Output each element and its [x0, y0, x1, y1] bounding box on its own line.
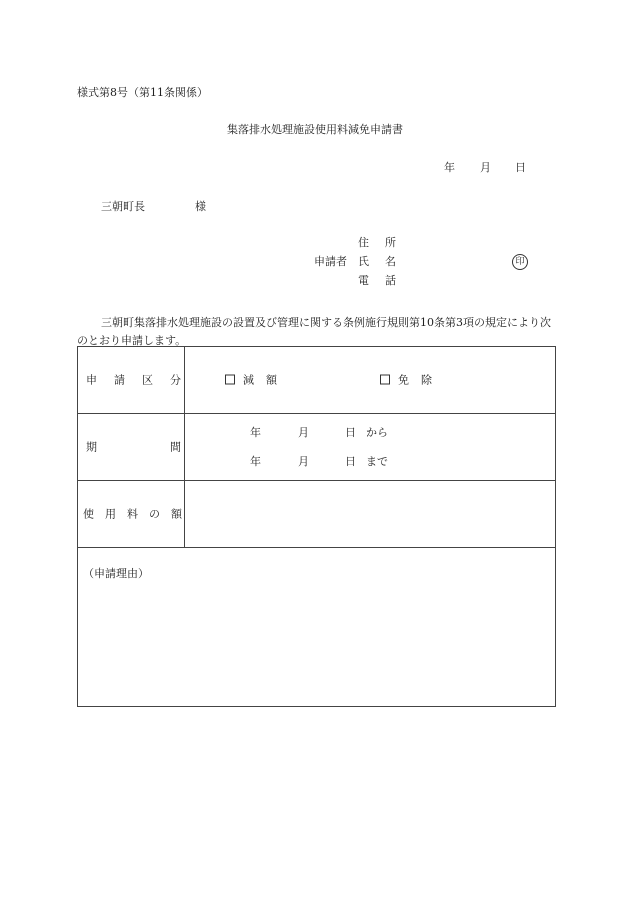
- fee-label-char: の: [149, 507, 160, 521]
- period-label-char: 間: [170, 440, 181, 454]
- reduction-option[interactable]: [225, 375, 277, 386]
- seal-icon: 印: [512, 254, 528, 270]
- period-values-cell[interactable]: [185, 414, 556, 481]
- date-month-label: 月: [480, 161, 491, 174]
- table-row-category: [78, 347, 556, 414]
- reason-label: （申請理由）: [83, 567, 149, 580]
- address-label-2: 所: [385, 236, 396, 249]
- from-year-label: 年: [250, 426, 261, 439]
- exemption-checkbox[interactable]: [380, 375, 390, 385]
- to-year-label: 年: [250, 455, 261, 468]
- from-day-label: 日: [345, 426, 356, 439]
- reduction-label-char: 減: [243, 373, 254, 387]
- fee-label-char: 用: [105, 507, 116, 521]
- fee-label-cell: [78, 481, 185, 548]
- application-table: [77, 346, 556, 707]
- name-label-2: 名: [385, 255, 396, 268]
- fee-label-char: 使: [83, 507, 94, 521]
- from-month-label: 月: [298, 426, 309, 439]
- exemption-option[interactable]: [380, 375, 432, 386]
- exemption-label-char: 除: [421, 373, 432, 387]
- reduction-label-char: 額: [266, 373, 277, 387]
- date-year-label: 年: [444, 161, 455, 174]
- reason-field[interactable]: [78, 548, 556, 707]
- fee-amount-field[interactable]: [185, 481, 556, 548]
- to-day-label: 日: [345, 455, 356, 468]
- applicant-role: 申請者: [314, 255, 347, 268]
- phone-label-2: 話: [385, 274, 396, 287]
- category-label-cell: [78, 347, 185, 414]
- category-options-cell: [185, 347, 556, 414]
- name-label-1: 氏: [358, 255, 369, 268]
- phone-label-1: 電: [358, 274, 369, 287]
- category-label-char: 分: [170, 373, 181, 387]
- table-row-fee-amount: [78, 481, 556, 548]
- form-number: 様式第8号（第11条関係）: [77, 86, 208, 99]
- from-suffix: から: [366, 426, 388, 439]
- form-title: 集落排水処理施設使用料減免申請書: [227, 123, 403, 136]
- category-label-char: 請: [114, 373, 125, 387]
- category-label-char: 区: [142, 373, 153, 387]
- addressee-honorific: 様: [195, 200, 206, 213]
- address-label-1: 住: [358, 236, 369, 249]
- table-row-period: [78, 414, 556, 481]
- exemption-label-char: 免: [398, 373, 409, 387]
- fee-label-char: 額: [171, 507, 182, 521]
- application-statement: 三朝町集落排水処理施設の設置及び管理に関する条例施行規則第10条第3項の規定により次のとおり申請します。: [77, 316, 551, 347]
- reduction-checkbox[interactable]: [225, 375, 235, 385]
- to-month-label: 月: [298, 455, 309, 468]
- table-row-reason: [78, 548, 556, 707]
- category-label-char: 申: [86, 373, 97, 387]
- period-label-char: 期: [86, 440, 97, 454]
- date-day-label: 日: [515, 161, 526, 174]
- addressee-name: 三朝町長: [101, 200, 145, 213]
- period-label-cell: [78, 414, 185, 481]
- to-suffix: まで: [366, 455, 388, 468]
- fee-label-char: 料: [127, 507, 138, 521]
